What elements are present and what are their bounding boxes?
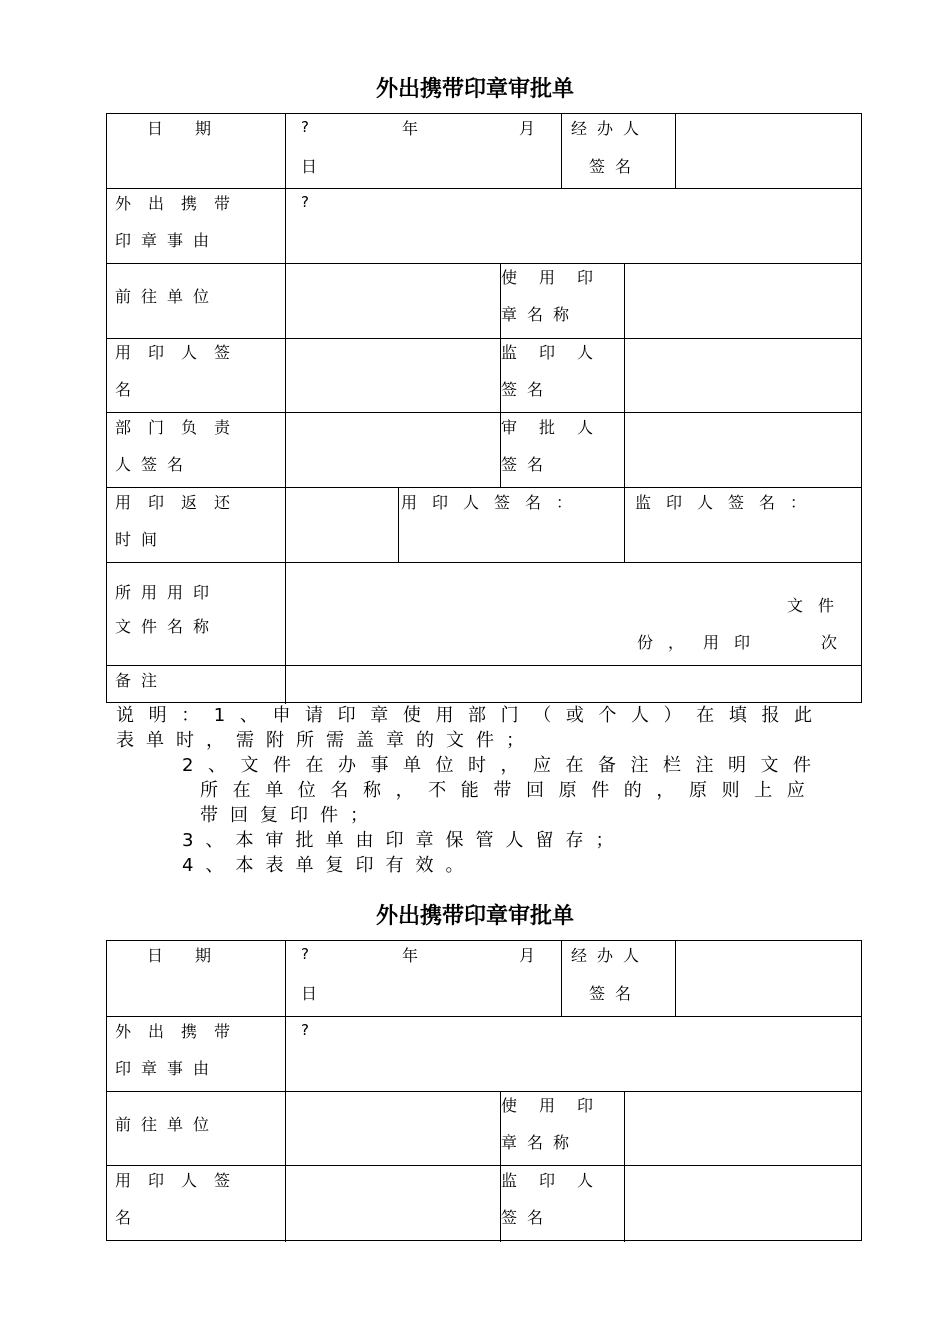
row-divider (107, 1016, 861, 1017)
row-divider (107, 1165, 861, 1166)
date-label: 日 期 (147, 946, 212, 965)
reason-label: 印章事由 (115, 1059, 220, 1078)
col-divider (624, 263, 625, 487)
user-sign-label: 名 (115, 380, 132, 399)
note-line: 所在单位名称，不能带回原件的，原则上应 (200, 780, 820, 801)
destination-field[interactable] (293, 1100, 493, 1156)
user-sign-label: 用印人签 (115, 343, 248, 362)
destination-label: 前往单位 (115, 287, 220, 306)
col-divider (285, 114, 286, 704)
note-line: 表单时，需附所需盖章的文件； (116, 730, 536, 751)
dept-head-label: 人签名 (115, 455, 194, 474)
row-divider (107, 412, 861, 413)
supervisor-label: 监印人 (501, 343, 616, 362)
reason-label: 外出携带 (115, 194, 248, 213)
seal-name-label: 使用印 (501, 268, 616, 287)
note-line: 3、本审批单由印章保管人留存； (182, 830, 626, 851)
return-user-sign-label: 用印人签名： (401, 493, 588, 512)
date-placeholder: ? (301, 945, 309, 963)
documents-label: 所用用印 (115, 583, 220, 602)
note-line: 带回复印件； (200, 805, 380, 826)
destination-field[interactable] (293, 272, 493, 328)
return-supervisor-sign-label: 监印人签名： (635, 493, 822, 512)
date-day-label: 日 (301, 984, 318, 1003)
user-sign-label: 名 (115, 1208, 132, 1227)
date-year-label: 年 (402, 119, 419, 138)
return-time-label: 用印返还 (115, 493, 248, 512)
reason-field[interactable]: ? (301, 1021, 309, 1039)
approver-label: 审批人 (501, 418, 616, 437)
seal-times-label: 用印 (703, 633, 766, 652)
supervisor-label: 监印人 (501, 1171, 616, 1190)
col-divider (561, 941, 562, 1016)
note-line: 说明：1、申请印章使用部门（或个人）在填报此 (116, 705, 827, 726)
col-divider (398, 487, 399, 562)
handler-signature-field[interactable] (687, 951, 857, 1007)
reason-label: 外出携带 (115, 1022, 248, 1041)
documents-label: 文件名称 (115, 617, 220, 636)
seal-name-label: 章名称 (501, 305, 580, 324)
row-divider (107, 562, 861, 563)
col-divider (561, 114, 562, 188)
approval-form (106, 113, 862, 703)
handler-signature-field[interactable] (687, 124, 857, 180)
row-divider (107, 188, 861, 189)
seal-times-unit: 次 (821, 633, 838, 652)
seal-name-label: 使用印 (501, 1096, 616, 1115)
row-divider (107, 487, 861, 488)
col-divider (675, 114, 676, 188)
date-month-label: 月 (519, 119, 536, 138)
col-divider (624, 1091, 625, 1242)
date-day-label: 日 (301, 157, 318, 176)
date-placeholder: ? (301, 118, 309, 136)
user-sign-label: 用印人签 (115, 1171, 248, 1190)
row-divider (107, 263, 861, 264)
reason-field[interactable]: ? (301, 193, 309, 211)
date-year-label: 年 (402, 946, 419, 965)
destination-label: 前往单位 (115, 1115, 220, 1134)
handler-label: 签名 (589, 984, 642, 1003)
note-line: 4、本表单复印有效。 (182, 855, 476, 876)
documents-count-label: 文件 (787, 596, 850, 615)
row-divider (107, 1091, 861, 1092)
form-title: 外出携带印章审批单 (375, 903, 574, 929)
handler-label: 经办人 (571, 119, 650, 138)
form-title: 外出携带印章审批单 (375, 76, 574, 102)
col-divider (675, 941, 676, 1016)
handler-label: 经办人 (571, 946, 650, 965)
reason-label: 印章事由 (115, 231, 220, 250)
date-month-label: 月 (519, 946, 536, 965)
documents-count-label: 份， (637, 633, 700, 652)
row-divider (107, 665, 861, 666)
row-divider (107, 338, 861, 339)
note-line: 2、文件在办事单位时，应在备注栏注明文件 (182, 755, 826, 776)
handler-label: 签名 (589, 157, 642, 176)
dept-head-label: 部门负责 (115, 418, 248, 437)
col-divider (285, 941, 286, 1242)
approver-label: 签名 (501, 455, 554, 474)
supervisor-label: 签名 (501, 1208, 554, 1227)
supervisor-label: 签名 (501, 380, 554, 399)
remarks-field[interactable] (293, 670, 853, 698)
col-divider (624, 487, 625, 562)
approval-form (106, 940, 862, 1241)
seal-name-label: 章名称 (501, 1133, 580, 1152)
remarks-label: 备注 (115, 671, 168, 690)
date-label: 日 期 (147, 119, 212, 138)
return-time-label: 时间 (115, 530, 168, 549)
